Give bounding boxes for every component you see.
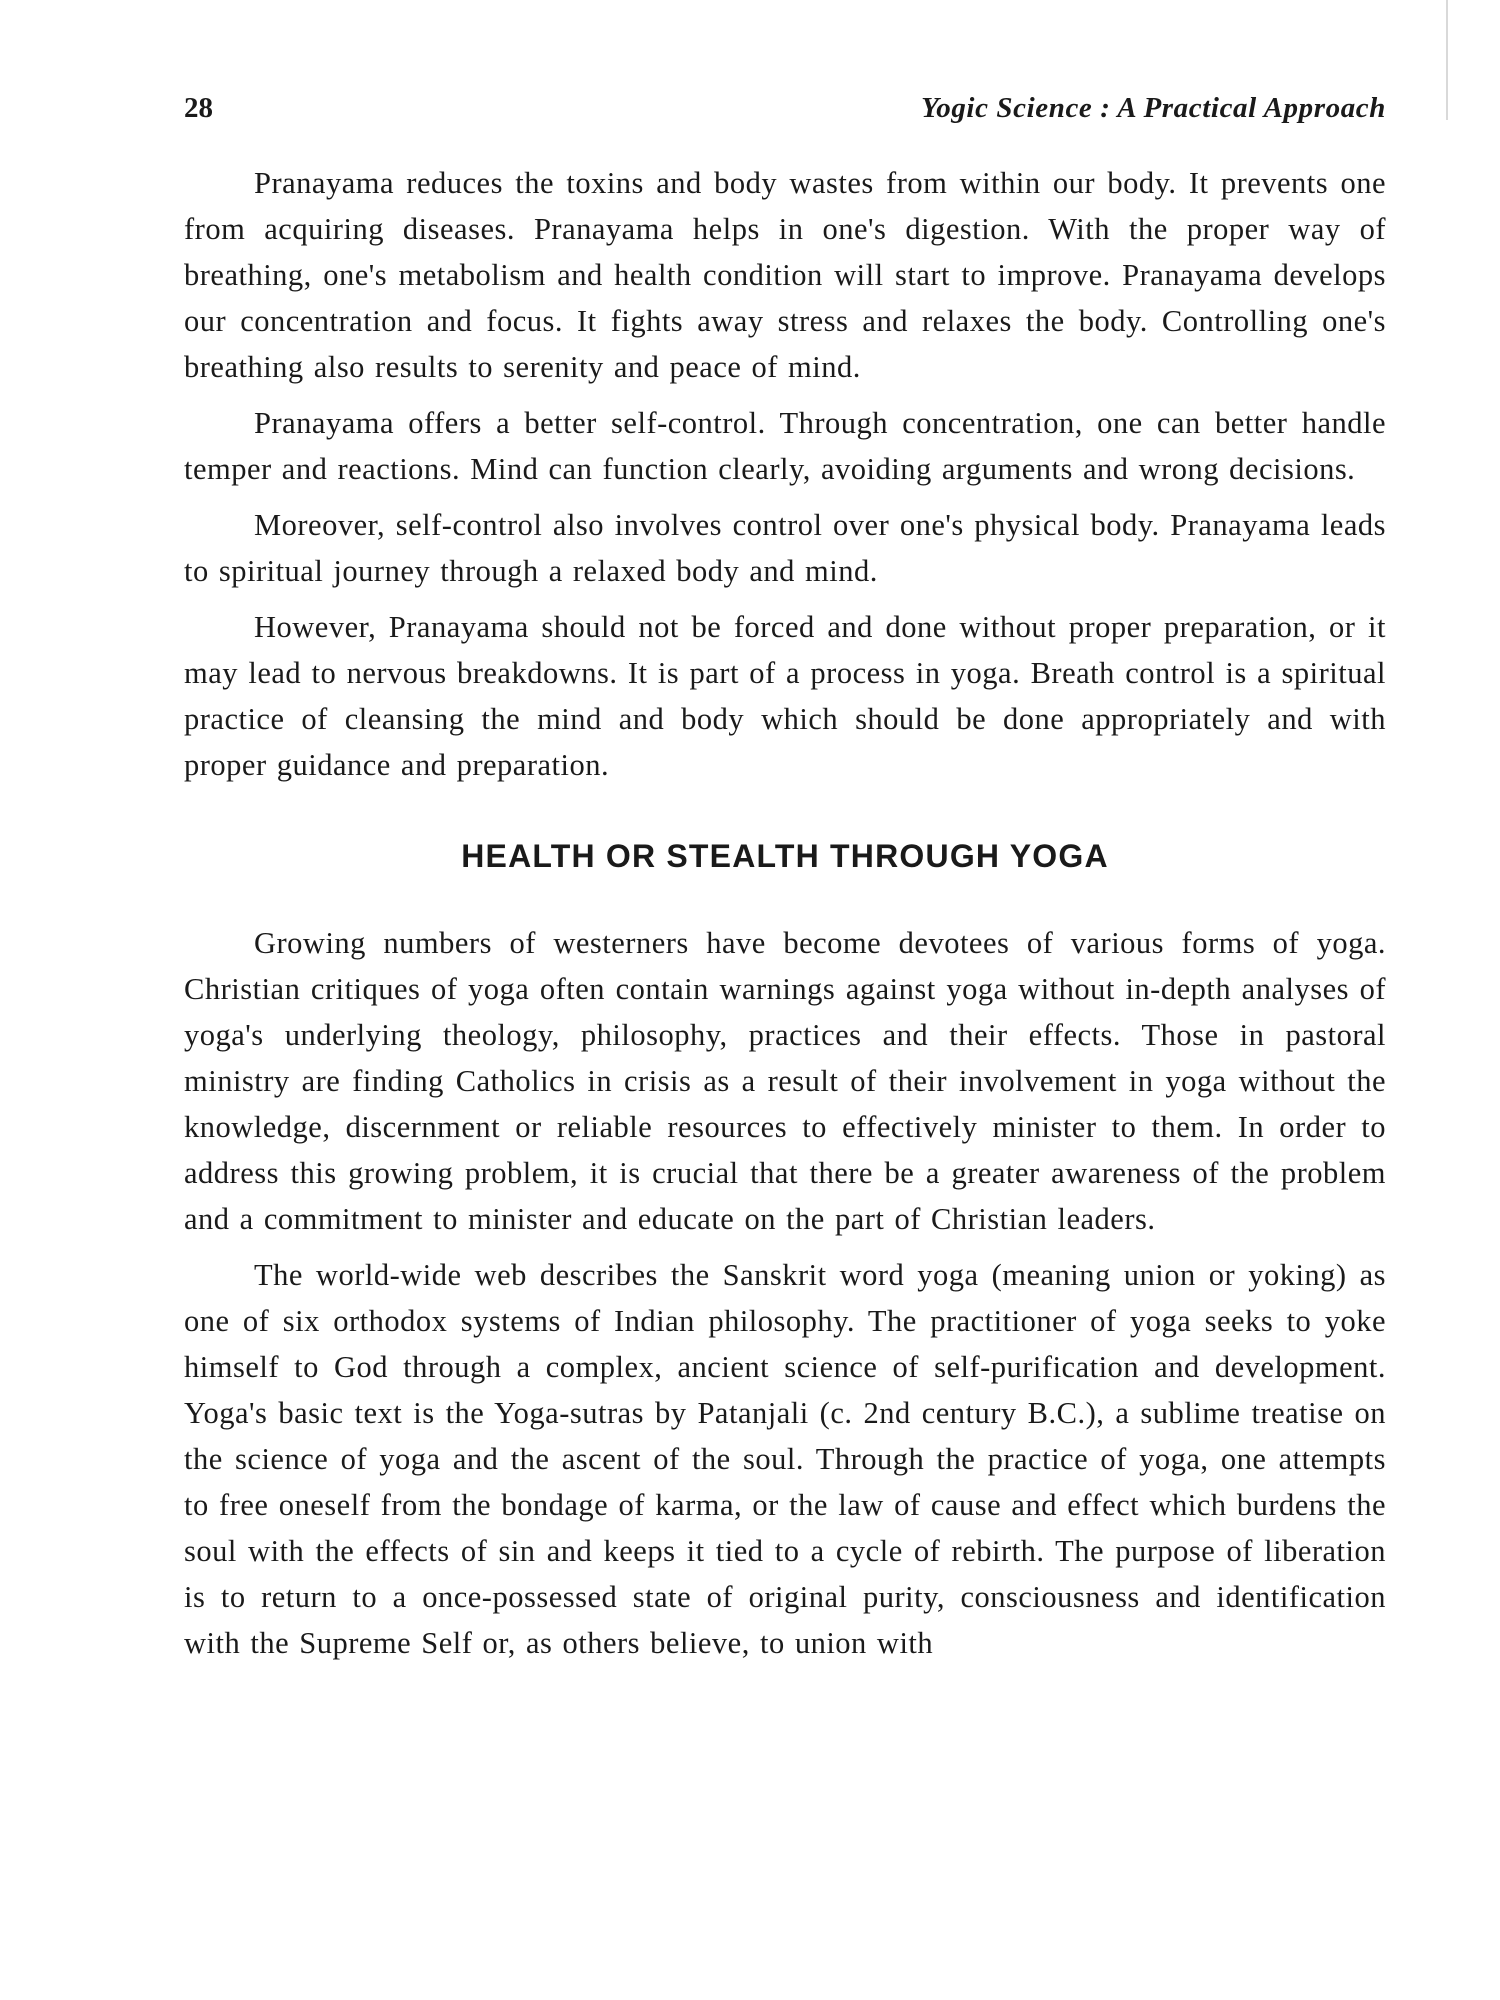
- page-edge-divider: [1446, 0, 1448, 120]
- page-header: [184, 86, 1386, 130]
- body-text: [184, 160, 1386, 1676]
- section-heading: HEALTH OR STEALTH THROUGH YOGA: [461, 838, 1109, 874]
- paragraph: Pranayama reduces the toxins and body wastes from within our body. It prevents one from acquiring diseases. Pranayama helps in one's digestion. With the proper way of breathing, one's metabolism and health condition will start to improve. Pranayama develops our concentration and focus. It fights away stress and relaxes the body. Controlling one's breathing also results to serenity and peace of mind.: [184, 166, 1386, 384]
- page-number: 28: [184, 92, 213, 124]
- running-title: Yogic Science : A Practical Approach: [921, 92, 1386, 124]
- paragraph: However, Pranayama should not be forced and done without proper preparation, or it may lead to nervous breakdowns. It is part of a process in yoga. Breath control is a spiritual practice of cleansing the mind and body which should be done appropriately and with proper guidance and preparation.: [184, 610, 1386, 782]
- paragraph: Pranayama offers a better self-control. Through concentration, one can better handle temper and reactions. Mind can function clearly, avoiding arguments and wrong decisions.: [184, 406, 1386, 486]
- paragraph: Growing numbers of westerners have become devotees of various forms of yoga. Christian critiques of yoga often contain warnings against yoga without in-depth analyses of yoga's underlying theology, philosophy, practices and their effects. Those in pastoral ministry are finding Catholics in crisis as a result of their involvement in yoga without the knowledge, discernment or reliable resources to effectively minister to them. In order to address this growing problem, it is crucial that there be a greater awareness of the problem and a commitment to minister and educate on the part of Christian leaders.: [184, 926, 1386, 1236]
- paragraph: Moreover, self-control also involves control over one's physical body. Pranayama leads to spiritual journey through a relaxed body and mind.: [184, 508, 1386, 588]
- paragraph: The world-wide web describes the Sanskrit word yoga (meaning union or yoking) as one of six orthodox systems of Indian philosophy. The practitioner of yoga seeks to yoke himself to God through a complex, ancient science of self-purification and development. Yoga's basic text is the Yoga-sutras by Patanjali (c. 2nd century B.C.), a sublime treatise on the science of yoga and the ascent of the soul. Through the practice of yoga, one attempts to free oneself from the bondage of karma, or the law of cause and effect which burdens the soul with the effects of sin and keeps it tied to a cycle of rebirth. The purpose of liberation is to return to a once-possessed state of original purity, consciousness and identification with the Supreme Self or, as others believe, to union with: [184, 1258, 1386, 1660]
